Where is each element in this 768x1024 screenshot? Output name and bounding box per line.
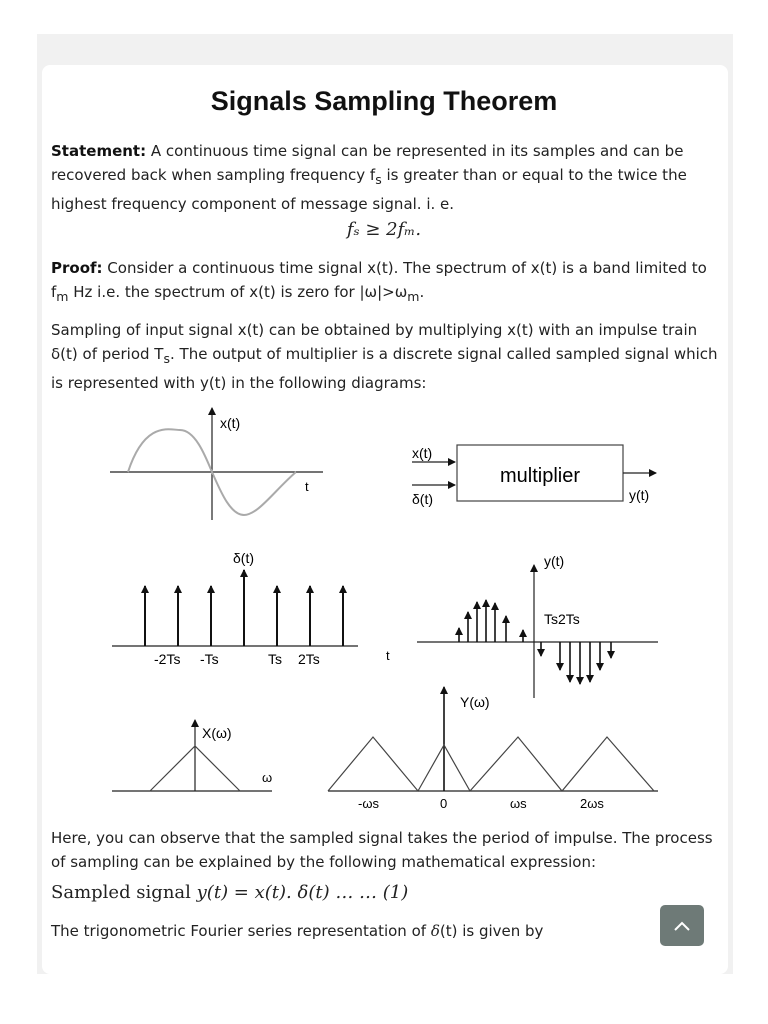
proof-label: Proof:	[51, 259, 103, 277]
freq-tick: 0	[440, 796, 448, 811]
yw-label: Y(ω)	[460, 694, 490, 710]
w-label: ω	[262, 770, 273, 785]
xw-label: X(ω)	[202, 725, 232, 741]
mult-input1-label: x(t)	[412, 445, 433, 461]
ts2ts-label: Ts2Ts	[544, 611, 580, 627]
statement-text: A continuous time signal can be represented in its samples and can be recovered back when sampling frequency f	[51, 142, 684, 184]
fourier-paragraph	[51, 919, 719, 943]
multiplier-block	[412, 445, 656, 507]
statement-label: Statement:	[51, 142, 147, 160]
xt-t-label: t	[305, 479, 309, 494]
fourier-text-end: (t) is given by	[439, 922, 544, 940]
freq-tick: -ωs	[358, 796, 379, 811]
proof-text-mid: Hz i.e. the spectrum of x(t) is zero for |ω|>ω	[68, 283, 408, 301]
xt-label: x(t)	[220, 415, 241, 431]
fs-subscript: s	[375, 172, 382, 187]
yt-label: y(t)	[544, 553, 565, 569]
sampling-text-end: . The output of multiplier is a discrete signal called sampled signal which is represented with y(t) in the following diagrams:	[51, 345, 718, 392]
fourier-text: The trigonometric Fourier series representation of	[51, 922, 431, 940]
proof-paragraph	[51, 256, 719, 309]
delta-label: δ(t)	[233, 550, 255, 566]
tick-label: -2Ts	[154, 651, 181, 667]
sampling-text: Sampling of input signal x(t) can be obtained by multiplying x(t) with an impulse train δ(t) of period T	[51, 321, 698, 363]
scroll-to-top-button[interactable]	[660, 905, 704, 946]
sampling-paragraph	[51, 318, 719, 395]
proof-text-end: .	[419, 283, 425, 301]
xt-plot	[110, 408, 323, 520]
sampling-inequality: fₛ ≥ 2fₘ.	[346, 219, 422, 240]
impulse-train-plot	[112, 550, 390, 667]
equation-label: Sampled signal	[51, 882, 197, 903]
sampling-diagram	[110, 400, 660, 812]
fm-subscript: m	[56, 289, 69, 304]
impulse-t-label: t	[386, 648, 390, 663]
yw-replicas	[328, 737, 654, 791]
mult-output-label: y(t)	[629, 487, 650, 503]
freq-tick: 2ωs	[580, 796, 604, 811]
proof-text: Consider a continuous time signal x(t). The spectrum of x(t) is a band limited to f	[51, 259, 707, 301]
ts-subscript: s	[163, 351, 170, 366]
statement-paragraph	[51, 139, 719, 216]
page-title: Signals Sampling Theorem	[210, 86, 558, 116]
chevron-up-icon	[673, 920, 691, 932]
sampled-signal-plot	[417, 553, 658, 698]
wm-subscript: m	[407, 289, 420, 304]
observe-paragraph: Here, you can observe that the sampled signal takes the period of impulse. The process of sampling can be explained by the following mathematical expression:	[51, 829, 713, 871]
multiplier-label: multiplier	[499, 465, 581, 487]
spectrum-plot	[112, 687, 658, 811]
tick-label: 2Ts	[298, 651, 320, 667]
tick-label: -Ts	[200, 651, 219, 667]
equation-expression: y(t) = x(t). δ(t) … … (1)	[196, 882, 409, 903]
freq-tick: ωs	[510, 796, 527, 811]
sampling-diagram-svg	[110, 400, 660, 812]
sampled-signal-equation	[51, 882, 408, 903]
tick-label: Ts	[268, 651, 282, 667]
statement-text-end: is greater than or equal to the twice the highest frequency component of message signal. i. e.	[51, 166, 687, 213]
mult-input2-label: δ(t)	[412, 491, 434, 507]
delta-symbol: δ	[430, 922, 440, 940]
